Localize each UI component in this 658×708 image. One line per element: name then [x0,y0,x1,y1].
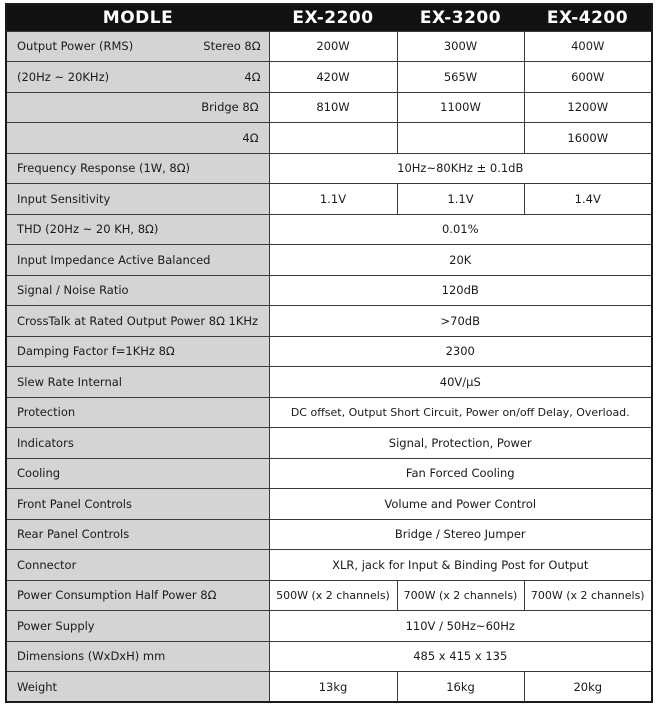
spec-label: CrossTalk at Rated Output Power 8Ω 1KHz [6,306,269,337]
power-consumption-row [6,580,652,611]
output-power-value: 1200W [524,92,652,123]
output-power-value: 200W [269,31,397,62]
output-power-value: 565W [397,62,524,93]
spec-label: Input Sensitivity [6,184,269,215]
indicators-row [6,428,652,459]
output-power-load: Stereo 8Ω [203,39,261,54]
spec-value: XLR, jack for Input & Binding Post for Output [269,550,652,581]
spec-value: Fan Forced Cooling [269,458,652,489]
model-ex-4200: EX-4200 [524,4,652,31]
frequency-response-row [6,153,652,184]
spec-table [5,3,653,703]
spec-value: Signal, Protection, Power [269,428,652,459]
spec-value: 485 x 415 x 135 [269,641,652,672]
output-power-value: 400W [524,31,652,62]
output-power-value [397,123,524,154]
spec-value: 700W (x 2 channels) [524,580,652,611]
output-power-row-bridge-8 [6,92,652,123]
input-sensitivity-row [6,184,652,215]
output-power-load: 4Ω [6,123,269,154]
rear-panel-row [6,519,652,550]
output-power-row-stereo-8 [6,31,652,62]
spec-label: Front Panel Controls [6,489,269,520]
power-supply-row [6,611,652,642]
thd-row [6,214,652,245]
output-power-value [269,123,397,154]
spec-label: Power Consumption Half Power 8Ω [6,580,269,611]
spec-label: Slew Rate Internal [6,367,269,398]
spec-value: >70dB [269,306,652,337]
output-power-value: 600W [524,62,652,93]
spec-value: 2300 [269,336,652,367]
spec-label: Frequency Response (1W, 8Ω) [6,153,269,184]
output-power-value: 420W [269,62,397,93]
cooling-row [6,458,652,489]
spec-label: Signal / Noise Ratio [6,275,269,306]
slew-rate-row [6,367,652,398]
output-power-value: 300W [397,31,524,62]
model-ex-2200: EX-2200 [269,4,397,31]
spec-value: 20K [269,245,652,276]
spec-value: 20kg [524,672,652,703]
spec-label: Power Supply [6,611,269,642]
spec-value: 13kg [269,672,397,703]
spec-label: Input Impedance Active Balanced [6,245,269,276]
spec-value: 0.01% [269,214,652,245]
output-power-load: 4Ω [244,69,261,84]
spec-label: Indicators [6,428,269,459]
spec-label: Weight [6,672,269,703]
output-power-range: (20Hz ~ 20KHz) [17,69,110,84]
spec-value: 1.1V [397,184,524,215]
spec-label: Cooling [6,458,269,489]
output-power-load: Bridge 8Ω [6,92,269,123]
spec-label: THD (20Hz ~ 20 KH, 8Ω) [6,214,269,245]
dimensions-row [6,641,652,672]
output-power-value: 1100W [397,92,524,123]
output-power-value: 810W [269,92,397,123]
output-power-row-bridge-4 [6,123,652,154]
output-power-label-cell [6,62,269,93]
spec-value: 500W (x 2 channels) [269,580,397,611]
spec-value: 110V / 50Hz~60Hz [269,611,652,642]
spec-value: 120dB [269,275,652,306]
spec-label: Connector [6,550,269,581]
spec-value: DC offset, Output Short Circuit, Power on/off Delay, Overload. [269,397,652,428]
spec-value: 700W (x 2 channels) [397,580,524,611]
spec-value: Bridge / Stereo Jumper [269,519,652,550]
connector-row [6,550,652,581]
signal-noise-row [6,275,652,306]
output-power-value: 1600W [524,123,652,154]
output-power-label: Output Power (RMS) [17,39,134,54]
spec-value: 40V/μS [269,367,652,398]
spec-label: Rear Panel Controls [6,519,269,550]
model-header: MODLE [6,4,269,31]
protection-row [6,397,652,428]
spec-value: 1.1V [269,184,397,215]
spec-label: Protection [6,397,269,428]
spec-value: 1.4V [524,184,652,215]
crosstalk-row [6,306,652,337]
spec-value: Volume and Power Control [269,489,652,520]
spec-label: Damping Factor f=1KHz 8Ω [6,336,269,367]
spec-value: 16kg [397,672,524,703]
weight-row [6,672,652,703]
output-power-row-stereo-4 [6,62,652,93]
front-panel-row [6,489,652,520]
header-row [6,4,652,31]
output-power-label-cell [6,31,269,62]
spec-label: Dimensions (WxDxH) mm [6,641,269,672]
input-impedance-row [6,245,652,276]
spec-value: 10Hz~80KHz ± 0.1dB [269,153,652,184]
model-ex-3200: EX-3200 [397,4,524,31]
damping-factor-row [6,336,652,367]
